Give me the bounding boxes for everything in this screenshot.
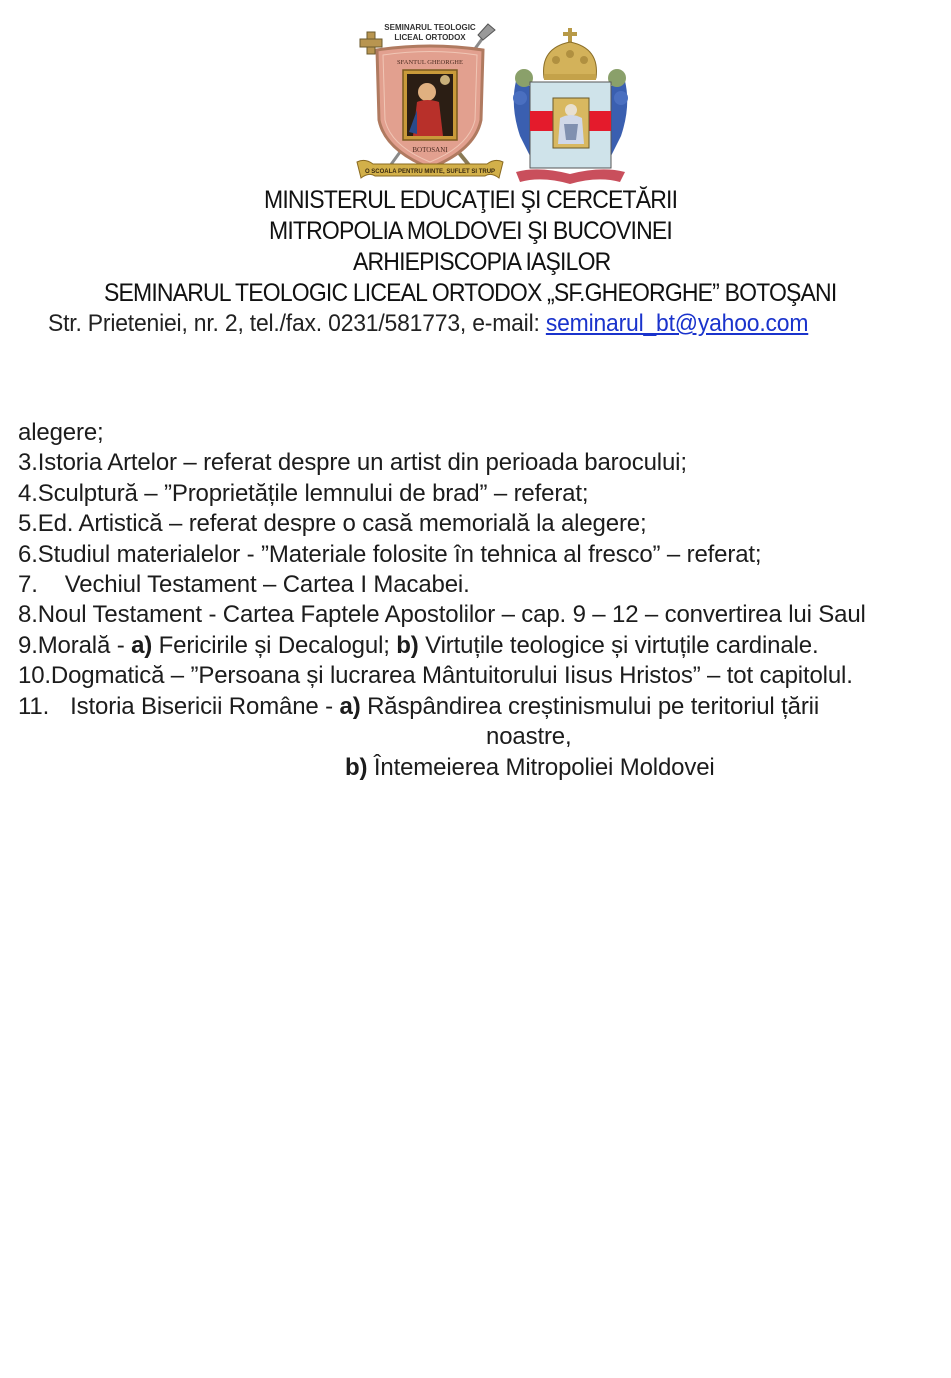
svg-text:BOTOSANI: BOTOSANI [412, 146, 448, 154]
seminary-crest-icon [355, 20, 505, 185]
ministry-title: MINISTERUL EDUCAŢIEI ŞI CERCETĂRII [264, 186, 678, 214]
address-text: Str. Prieteniei, nr. 2, tel./fax. 0231/581773, e-mail: [48, 310, 546, 337]
list-item-9 [18, 631, 818, 661]
svg-text:LICEAL ORTODOX: LICEAL ORTODOX [394, 33, 466, 42]
sub-label-b: b) [396, 632, 419, 659]
list-text: Istoria Bisericii Române - [70, 693, 340, 720]
list-item-8: 8.Noul Testament - Cartea Faptele Apostolilor – cap. 9 – 12 – convertirea lui Saul [18, 601, 866, 628]
svg-text:SEMINARUL TEOLOGIC: SEMINARUL TEOLOGIC [384, 23, 476, 32]
list-item-continuation: alegere; [18, 419, 104, 446]
svg-text:SFANTUL GHEORGHE: SFANTUL GHEORGHE [397, 59, 463, 66]
list-item-6: 6.Studiul materialelor - ”Materiale folosite în tehnica al fresco” – referat; [18, 541, 762, 568]
list-text: Răspândirea creștinismului pe teritoriul țării [360, 693, 820, 720]
list-item-10: 10.Dogmatică – ”Persoana și lucrarea Mântuitorului Iisus Hristos” – tot capitolul. [18, 662, 853, 689]
list-text: Vechiul Testament – Cartea I Macabei. [64, 571, 470, 598]
list-item-11-b [345, 753, 715, 783]
sub-label-b: b) [345, 754, 368, 781]
metropolis-coat-of-arms-icon [508, 26, 633, 188]
list-item-11-continuation: noastre, [486, 723, 572, 750]
sub-label-a: a) [339, 693, 361, 720]
list-text: 9.Morală - [18, 632, 132, 659]
list-number: 11. [18, 693, 50, 720]
school-title: SEMINARUL TEOLOGIC LICEAL ORTODOX „SF.GHEORGHE” BOTOŞANI [104, 279, 837, 307]
list-text: Întemeierea Mitropoliei Moldovei [367, 754, 715, 781]
header-logos [0, 18, 951, 188]
list-item-5: 5.Ed. Artistică – referat despre o casă memorială la alegere; [18, 510, 647, 537]
email-link[interactable]: seminarul_bt@yahoo.com [545, 310, 809, 337]
list-item-11 [18, 692, 819, 722]
archdiocese-title: ARHIEPISCOPIA IAŞILOR [353, 248, 611, 276]
school-address [48, 310, 808, 338]
list-item-4: 4.Sculptură – ”Proprietățile lemnului de brad” – referat; [18, 480, 589, 507]
list-item-3: 3.Istoria Artelor – referat despre un artist din perioada barocului; [18, 449, 687, 476]
list-text: Virtuțile teologice și virtuțile cardinale. [418, 632, 819, 659]
svg-text:O SCOALA PENTRU MINTE, SUFLET: O SCOALA PENTRU MINTE, SUFLET SI TRUP [364, 169, 496, 175]
metropolis-title: MITROPOLIA MOLDOVEI ŞI BUCOVINEI [269, 217, 672, 245]
list-text: Fericirile și Decalogul; [152, 632, 397, 659]
list-item-7 [18, 570, 470, 600]
list-number: 7. [18, 571, 38, 598]
sub-label-a: a) [131, 632, 153, 659]
